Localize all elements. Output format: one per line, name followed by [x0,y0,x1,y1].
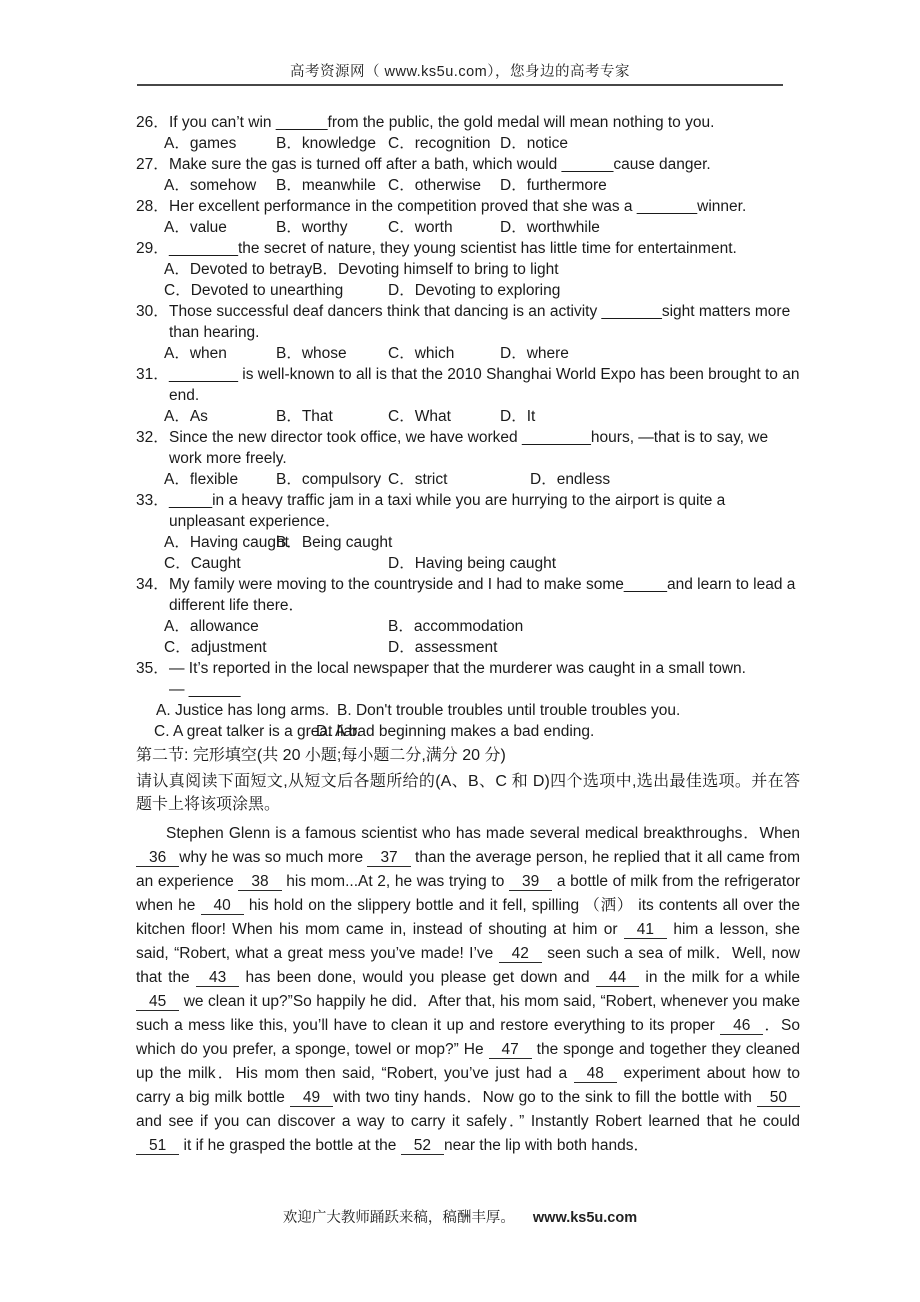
question [136,427,800,490]
option-cell: A．when [164,345,227,362]
option-cell: B．worthy [276,219,348,236]
question-text-line: Those successful deaf dancers think that dancing is an activity _______sight matters more than hearing. [169,303,791,341]
question-number: 31． [136,366,169,383]
document-content [136,112,800,1174]
question-row [136,427,800,469]
question [136,574,800,658]
question-row [136,364,800,406]
option-cell: D．furthermore [500,177,607,194]
footer-note: 欢迎广大教师踊跃来稿，稿酬丰厚。 [282,1210,515,1226]
option-row [136,280,800,301]
question-row [136,112,800,133]
header-divider-line [137,84,783,86]
question-list [136,112,800,742]
question-number: 35． [136,660,169,677]
option-cell: A．value [164,219,227,236]
option-row [136,616,800,637]
question-row [136,658,800,700]
option-row [136,637,800,658]
cloze-blank: 36 [136,849,179,867]
question [136,364,800,427]
option-cell: C．Caught [164,555,241,572]
option-row [136,343,800,364]
question-number: 28． [136,198,169,215]
question-text-line: — It’s reported in the local newspaper that the murderer was caught in a small town. [169,660,746,677]
question-number: 29． [136,240,169,257]
option-row [136,406,800,427]
option-cell: B. Don't trouble troubles until trouble troubles you. [337,702,681,719]
option-cell: A．Devoted to betray [164,261,313,278]
question-text-line: Since the new director took office, we have worked ________hours, —that is to say, we work more freely. [169,429,769,467]
question [136,112,800,154]
question-text [169,427,800,469]
option-row [136,553,800,574]
option-cell: B．knowledge [276,135,376,152]
footer [0,1206,920,1227]
option-cell: A．somehow [164,177,257,194]
question-text [169,112,800,133]
option-cell: D．notice [500,135,569,152]
cloze-blank: 44 [596,969,639,987]
cloze-blank: 37 [367,849,410,867]
option-row [136,469,800,490]
question-number: 32． [136,429,169,446]
option-row [136,259,800,280]
cloze-blank: 52 [401,1137,444,1155]
question [136,658,800,742]
option-row [136,133,800,154]
option-cell: D. A bad beginning makes a bad ending. [316,723,595,740]
question-row [136,490,800,532]
option-cell: C. A great talker is a great liar. [154,723,361,740]
option-cell: C．recognition [388,135,491,152]
option-cell: C．adjustment [164,639,267,656]
cloze-blank: 46 [720,1017,763,1035]
option-cell: C．strict [388,471,448,488]
cloze-blank: 51 [136,1137,179,1155]
cloze-blank: 39 [509,873,552,891]
option-row [136,721,800,742]
question-number: 30． [136,303,169,320]
section-heading: 第二节: 完形填空(共 20 小题;每小题二分,满分 20 分) [136,747,506,764]
option-cell: B．meanwhile [276,177,376,194]
option-cell: D．Having being caught [388,555,557,572]
question-text-line: Her excellent performance in the competition proved that she was a _______winner. [169,198,747,215]
option-cell: A．flexible [164,471,239,488]
question [136,301,800,364]
option-row [136,175,800,196]
question-text [169,658,800,700]
question-text-line: Make sure the gas is turned off after a bath, which would ______cause danger. [169,156,711,173]
question [136,196,800,238]
option-cell: A. Justice has long arms. [156,702,330,719]
option-cell: C．worth [388,219,453,236]
question-text-line: ________ is well-known to all is that the 2010 Shanghai World Expo has been brought to an end. [169,366,800,404]
option-cell: B．Devoting himself to bring to light [312,261,559,278]
cloze-blank: 45 [136,993,179,1011]
option-cell: D．worthwhile [500,219,600,236]
option-cell: D．It [500,408,536,425]
cloze-blank: 48 [574,1065,617,1083]
cloze-blank: 38 [238,873,281,891]
question-text [169,364,800,406]
option-cell: C．Devoted to unearthing [164,282,344,299]
cloze-blank: 43 [196,969,239,987]
question-text-line: My family were moving to the countryside and I had to make some_____and learn to lead a different life there． [169,576,796,614]
option-row [136,700,800,721]
cloze-blank: 41 [624,921,667,939]
question-text [169,196,800,217]
question-row [136,574,800,616]
footer-url: www.ks5u.com [532,1210,638,1226]
option-cell: D．assessment [388,639,498,656]
question-text-line: — ______ [169,681,241,698]
option-cell: D．Devoting to exploring [388,282,561,299]
option-cell: B．Being caught [276,534,393,551]
question-text [169,574,800,616]
question-number: 34． [136,576,169,593]
option-cell: C．What [388,408,451,425]
question-number: 27． [136,156,169,173]
question [136,490,800,574]
option-cell: A．Having caught [164,534,289,551]
question-row [136,238,800,259]
question-number: 33． [136,492,169,509]
option-cell: D．where [500,345,569,362]
option-cell: B．whose [276,345,347,362]
option-row [136,217,800,238]
option-cell: A．As [164,408,208,425]
option-cell: C．which [388,345,455,362]
question-text [169,154,800,175]
question-text-line: If you can’t win ______from the public, the gold medal will mean nothing to you. [169,114,715,131]
option-cell: A．games [164,135,237,152]
question-text [169,301,800,343]
cloze-blank: 50 [757,1089,800,1107]
question-text-line: ________the secret of nature, they young scientist has little time for entertainment. [169,240,737,257]
option-cell: B．That [276,408,333,425]
header-tagline: 高考资源网（ www.ks5u.com），您身边的高考专家 [290,64,630,80]
question-row [136,196,800,217]
section-instructions: 请认真阅读下面短文,从短文后各题所给的(A、B、C 和 D)四个选项中,选出最佳选项。并在答题卡上将该项涂黑。 [136,773,800,813]
option-cell: B．accommodation [388,618,524,635]
cloze-blank: 42 [499,945,542,963]
question-text [169,238,800,259]
question [136,154,800,196]
cloze-passage: Stephen Glenn is a famous scientist who has made several medical breakthroughs．When 36 why he was so much more 37 than the average person, he replied that it all came from an experience 38 his mom...At 2, he was trying to 39 a bottle of milk from the refrigerator when he 40 his hold on the slippery bottle and it fell, spilling （洒） its contents all over the kitchen floor! When his mom came in, instead of shouting at him or 41 him a lesson, she said, “Robert, what a great mess you’ve made! I’ve 42 seen such a sea of milk．Well, now that the 43 has been done, would you please get down and 44 in the milk for a while 45 we clean it up?”So happily he did．After that, his mom said, “Robert, whenever you make such a mess like this, you’ll have to clean it up and restore everything to its proper 46 ．So which do you prefer, a sponge, towel or mop?” He 47 the sponge and together they cleaned up the milk．His mom then said, “Robert, you’ve just had a 48 experiment about how to carry a big milk bottle 49 with two tiny hands．Now go to the sink to fill the bottle with 50 and see if you can discover a way to carry it safely．” Instantly Robert learned that he could 51 it if he grasped the bottle at the 52 near the lip with both hands． [136,825,801,1154]
cloze-blank: 47 [489,1041,532,1059]
option-cell: B．compulsory [276,471,382,488]
question-text-line: _____in a heavy traffic jam in a taxi while you are hurrying to the airport is quite a unpleasant experience． [169,492,726,530]
question [136,238,800,301]
option-cell: C．otherwise [388,177,482,194]
question-number: 26． [136,114,169,131]
question-text [169,490,800,532]
question-row [136,154,800,175]
cloze-blank: 49 [290,1089,333,1107]
option-row [136,532,800,553]
cloze-blank: 40 [201,897,244,915]
question-row [136,301,800,343]
option-cell: D．endless [530,471,611,488]
option-cell: A．allowance [164,618,259,635]
